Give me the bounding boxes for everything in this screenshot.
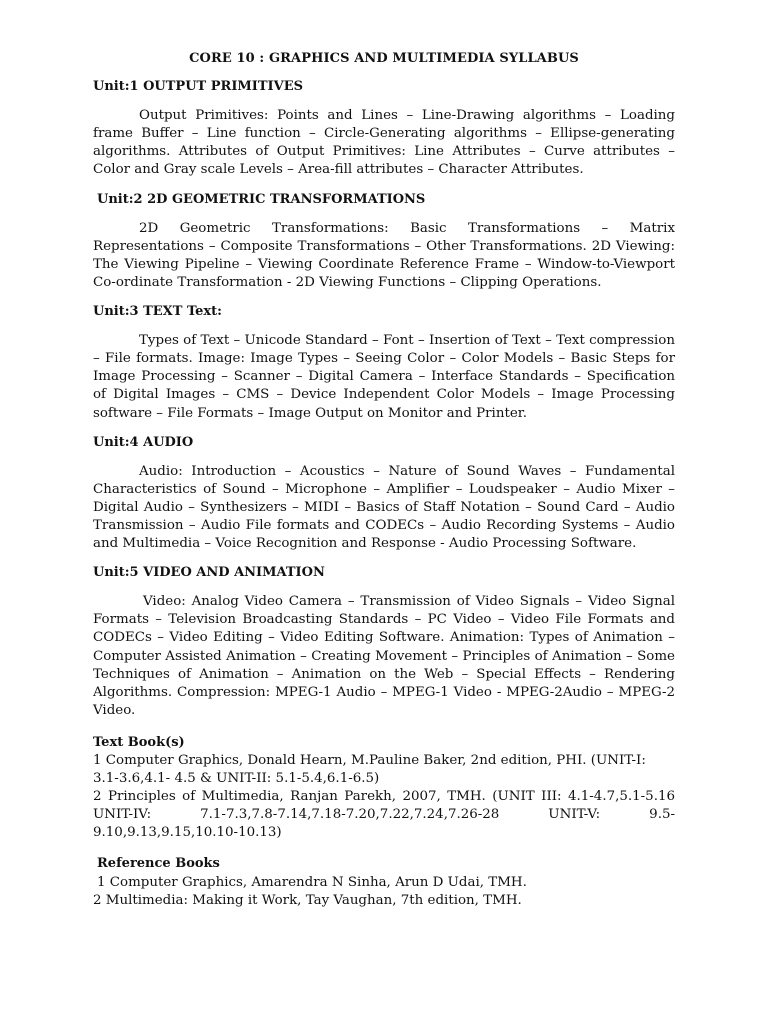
reference-book-2: 2 Multimedia: Making it Work, Tay Vaughan, 7th edition, TMH.	[93, 892, 522, 908]
text-book-2: 2 Principles of Multimedia, Ranjan Parekh, 2007, TMH. (UNIT III: 4.1-4.7,5.1-5.16 UNIT-IV: 7.1-7.3,7.8-7.14,7.18-7.20,7.22,7.24,7.26-28 UNIT-V: 9.5-9.10,9.13,9.15,10.10-10.13)	[93, 789, 675, 841]
unit-4-body: Audio: Introduction – Acoustics – Nature of Sound Waves – Fundamental Characteristics of Sound – Microphone – Amplifier – Loudspeaker – Audio Mixer – Digital Audio – Synthesizers – MIDI – Basics of Staff Notation – Sound Card – Audio Transmission – Audio File formats and CODECs – Audio Recording Systems – Audio and Multimedia – Voice Recognition and Response - Audio Processing Software.	[93, 463, 675, 552]
reference-book-1: 1 Computer Graphics, Amarendra N Sinha, Arun D Udai, TMH.	[97, 874, 527, 890]
unit-1-body: Output Primitives: Points and Lines – Line-Drawing algorithms – Loading frame Buffer – Line function – Circle-Generating algorithms – Ellipse-generating algorithms. Attributes of Output Primitives: Line Attributes – Curve attributes – Color and Gray scale Levels – Area-fill attributes – Character Attributes.	[93, 108, 675, 178]
document-title: CORE 10 : GRAPHICS AND MULTIMEDIA SYLLABUS	[189, 51, 579, 66]
text-book-1: 1 Computer Graphics, Donald Hearn, M.Pauline Baker, 2nd edition, PHI. (UNIT-I: 3.1-3.6,4.1- 4.5 & UNIT-II: 5.1-5.4,6.1-6.5)	[93, 753, 646, 787]
unit-3-heading: Unit:3 TEXT Text:	[93, 304, 222, 320]
text-books-heading: Text Book(s)	[93, 734, 185, 750]
unit-4-heading: Unit:4 AUDIO	[93, 434, 194, 450]
unit-5-body: Video: Analog Video Camera – Transmission of Video Signals – Video Signal Formats – Television Broadcasting Standards – PC Video – Video File Formats and CODECs – Video Editing – Video Editing Software. Animation: Types of Animation – Computer Assisted Animation – Creating Movement – Principles of Animation – Some Techniques of Animation – Animation on the Web – Special Effects – Rendering Algorithms. Compression: MPEG-1 Audio – MPEG-1 Video - MPEG-2Audio – MPEG-2 Video.	[93, 594, 675, 718]
reference-books-heading: Reference Books	[97, 856, 220, 872]
unit-1-heading: Unit:1 OUTPUT PRIMITIVES	[93, 79, 304, 95]
syllabus-page	[93, 50, 675, 910]
unit-2-body: 2D Geometric Transformations: Basic Transformations – Matrix Representations – Composite Transformations – Other Transformations. 2D Viewing: The Viewing Pipeline – Viewing Coordinate Reference Frame – Window-to-Viewport Co-ordinate Transformation - 2D Viewing Functions – Clipping Operations.	[93, 220, 675, 290]
unit-3-body: Types of Text – Unicode Standard – Font – Insertion of Text – Text compression – File formats. Image: Image Types – Seeing Color – Color Models – Basic Steps for Image Processing – Scanner – Digital Camera – Interface Standards – Specification of Digital Images – CMS – Device Independent Color Models – Image Processing software – File Formats – Image Output on Monitor and Printer.	[93, 333, 675, 421]
unit-2-heading: Unit:2 2D GEOMETRIC TRANSFORMATIONS	[97, 191, 426, 207]
unit-5-heading: Unit:5 VIDEO AND ANIMATION	[93, 565, 325, 581]
